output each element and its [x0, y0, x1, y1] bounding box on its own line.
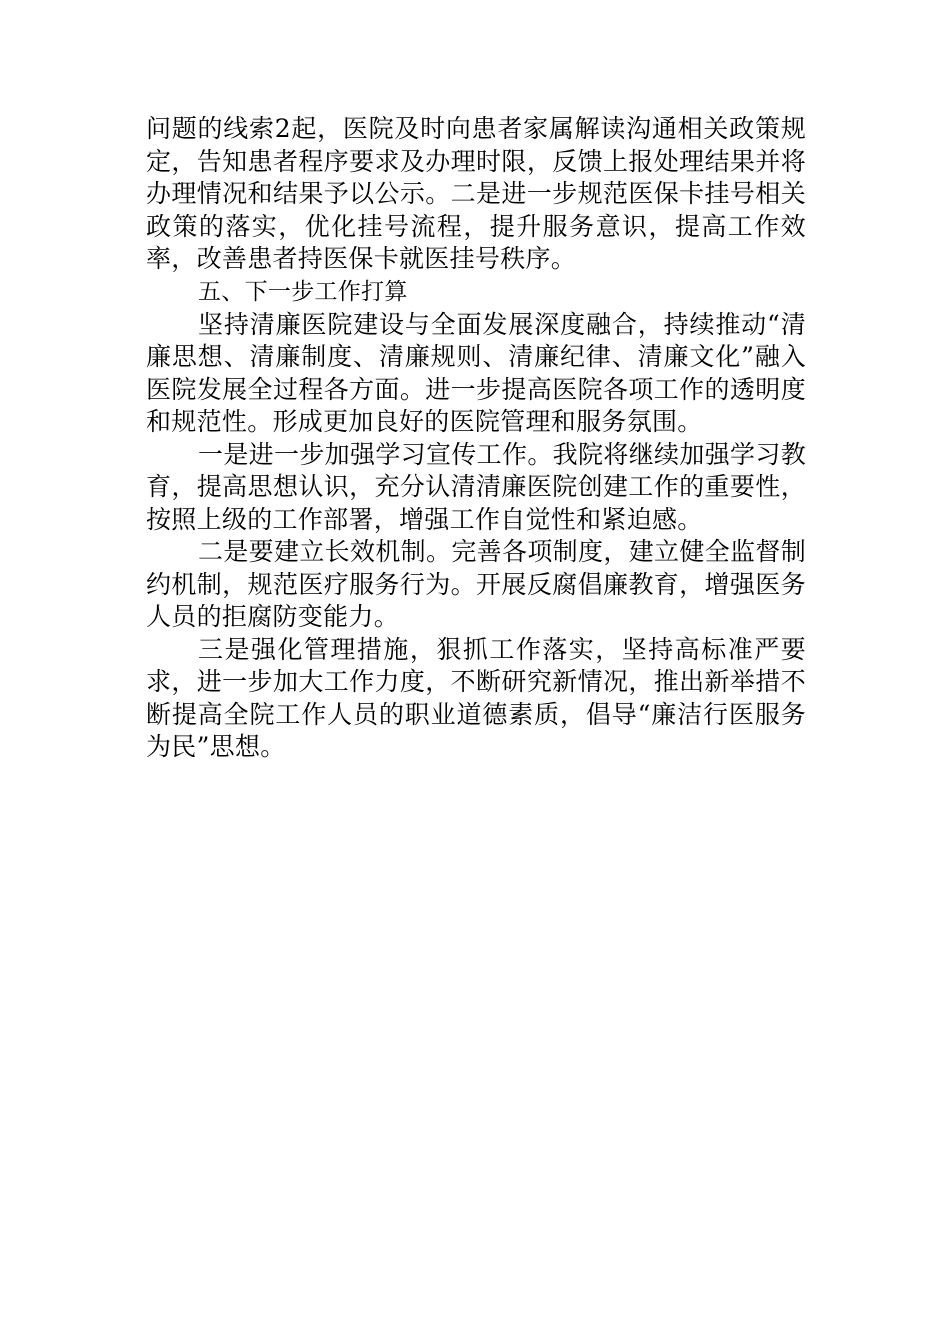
paragraph-item-2: 二是要建立长效机制。完善各项制度，建立健全监督制约机制，规范医疗服务行为。开展反腐倡廉教育，增强医务人员的拒腐防变能力。	[146, 537, 806, 631]
section-heading: 五、下一步工作打算	[198, 278, 408, 305]
document-page	[146, 113, 806, 764]
paragraph-item-1: 一是进一步加强学习宣传工作。我院将继续加强学习教育，提高思想认识，充分认清清廉医院创建工作的重要性，按照上级的工作部署，增强工作自觉性和紧迫感。	[146, 439, 806, 534]
paragraph-item-3: 三是强化管理措施，狠抓工作落实，坚持高标准严要求，进一步加大工作力度，不断研究新情况，推出新举措不断提高全院工作人员的职业道德素质，倡导“廉洁行医服务为民”思想。	[146, 634, 806, 761]
paragraph-intro: 坚持清廉医院建设与全面发展深度融合，持续推动“清廉思想、清廉制度、清廉规则、清廉纪律、清廉文化”融入医院发展全过程各方面。进一步提高医院各项工作的透明度和规范性。形成更加良好的医院管理和服务氛围。	[146, 309, 806, 436]
paragraph-continuation: 问题的线索2起，医院及时向患者家属解读沟通相关政策规定，告知患者程序要求及办理时限，反馈上报处理结果并将办理情况和结果予以公示。二是进一步规范医保卡挂号相关政策的落实，优化挂号流程，提升服务意识，提高工作效率，改善患者持医保卡就医挂号秩序。	[146, 114, 806, 273]
